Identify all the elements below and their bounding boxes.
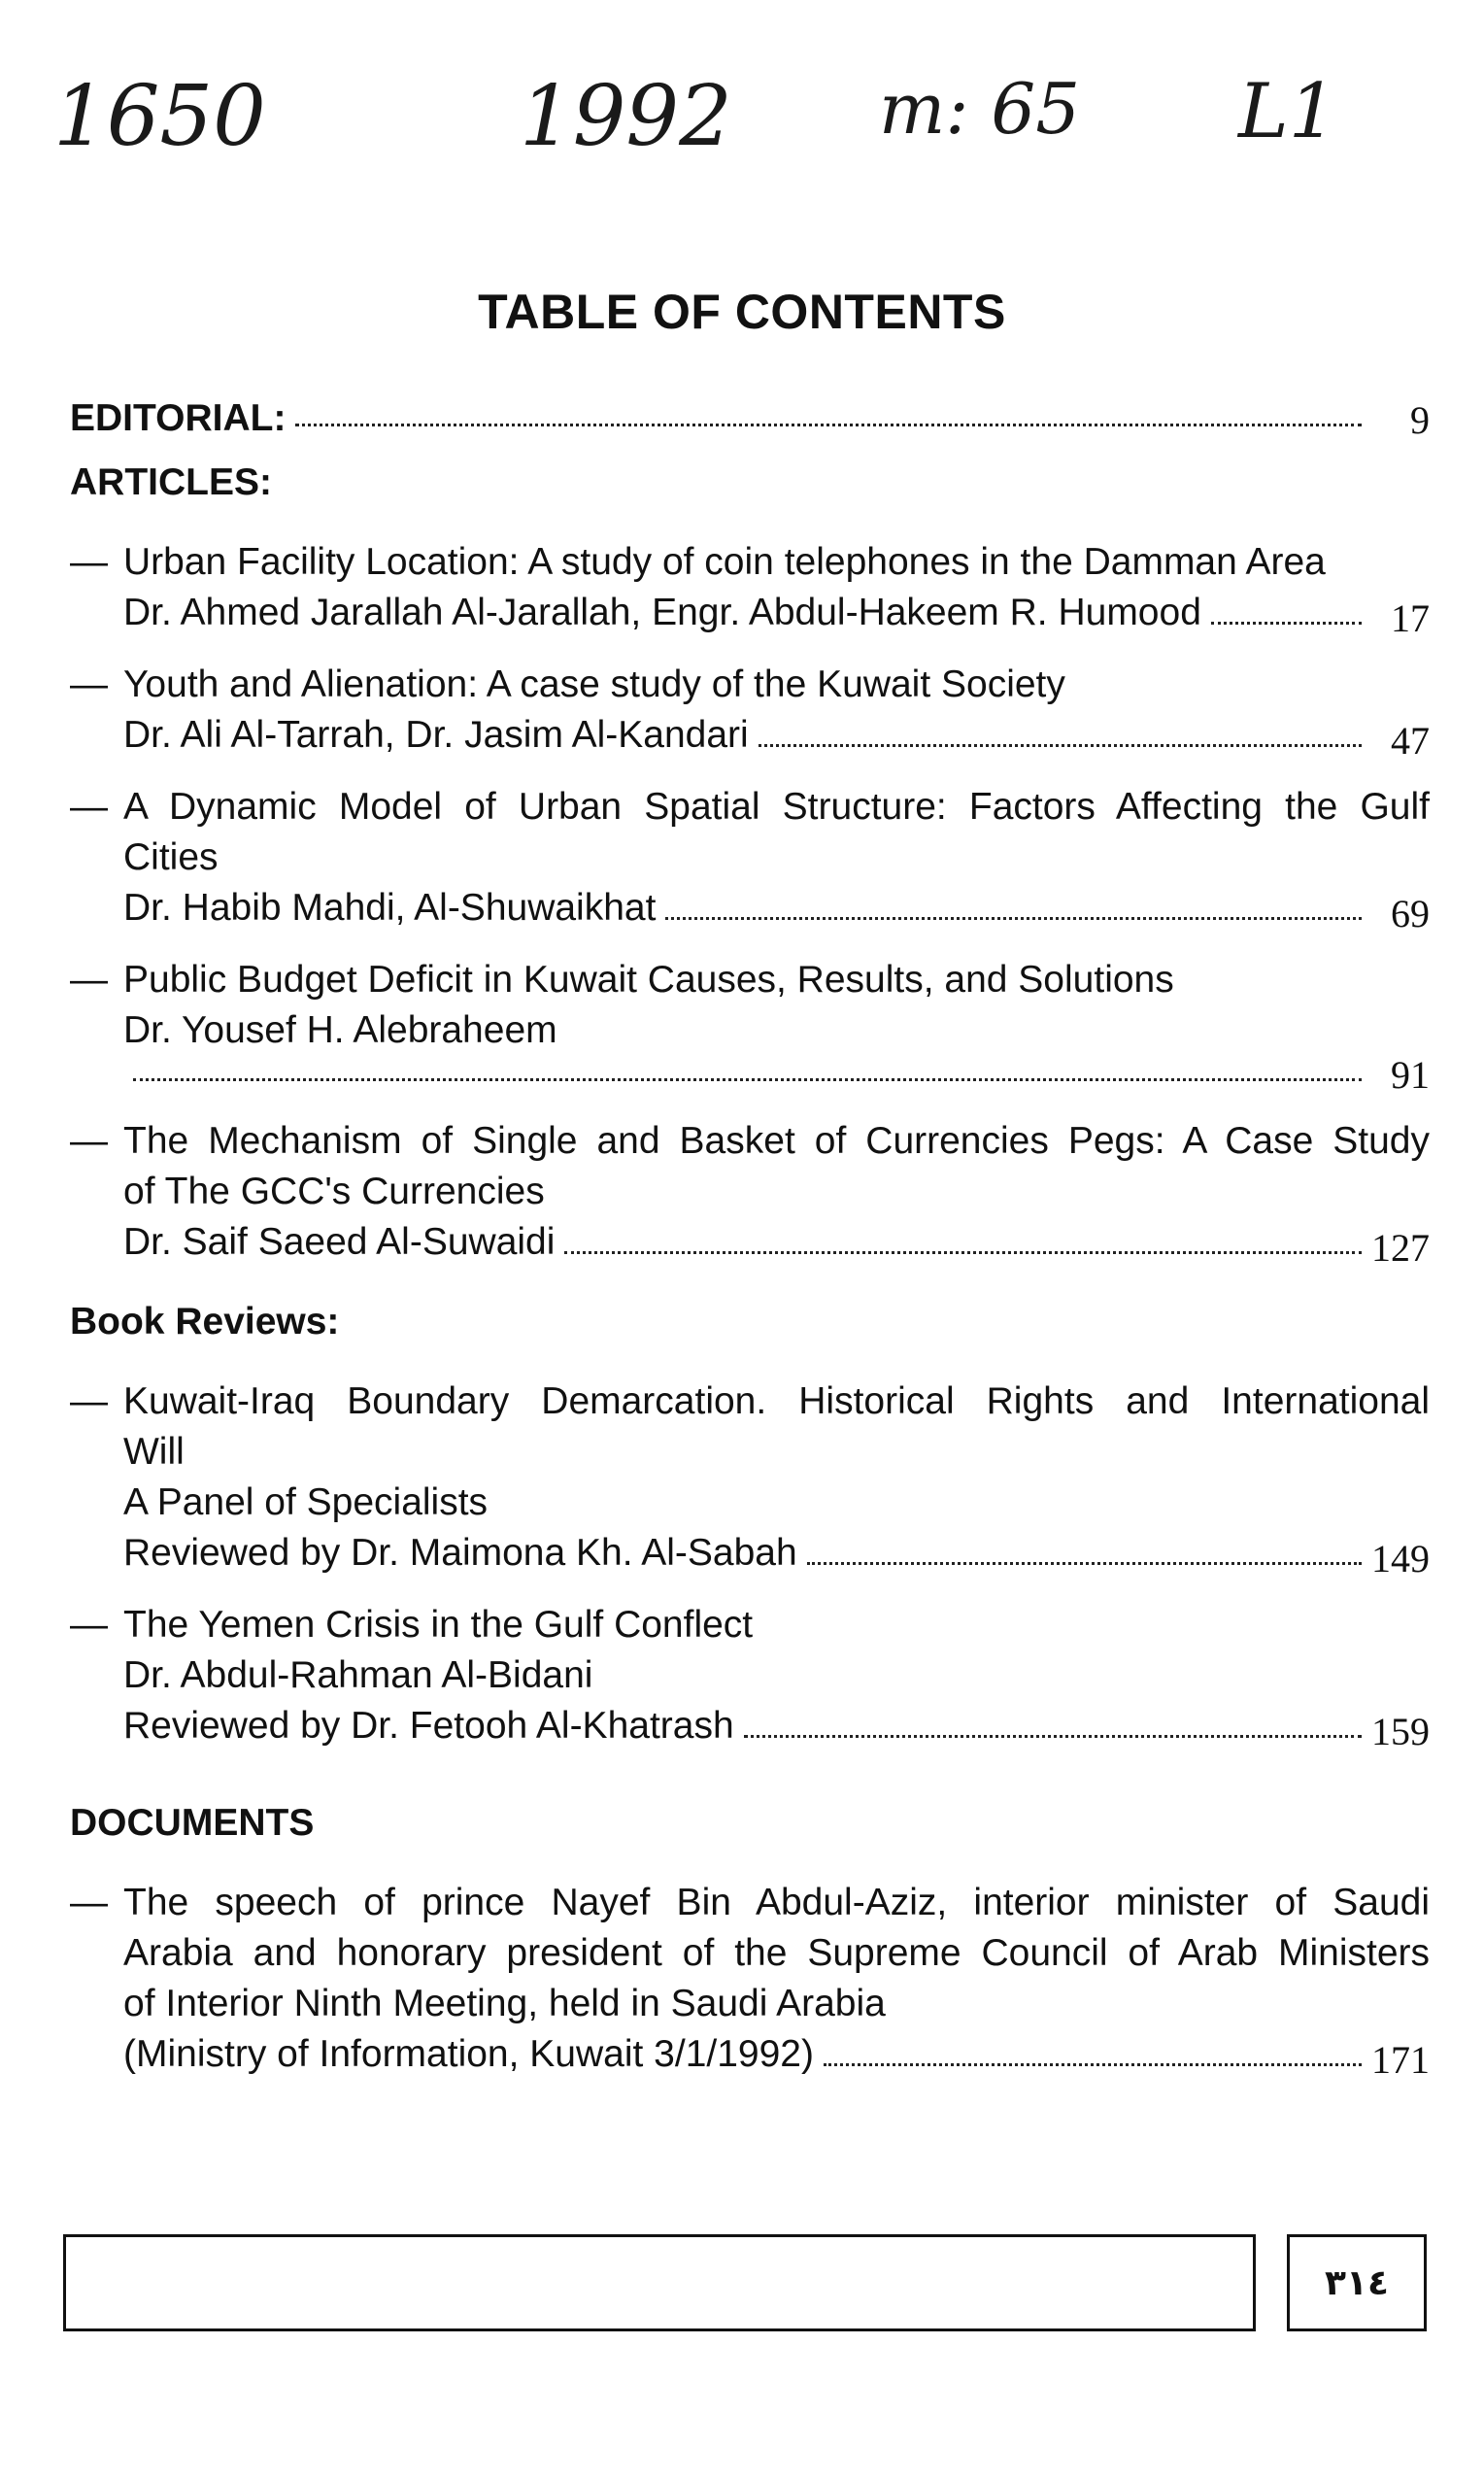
entry-title: The Yemen Crisis in the Gulf Conflect <box>123 1604 754 1646</box>
entry-title: Kuwait-Iraq Boundary Demarcation. Historical Rights and International <box>123 1380 1430 1422</box>
entry-authors: Dr. Abdul-Rahman Al-Bidani <box>123 1654 593 1696</box>
entry-authors: Dr. Ali Al-Tarrah, Dr. Jasim Al-Kandari <box>123 714 749 756</box>
dot-leader <box>759 744 1362 747</box>
entry-title: A Dynamic Model of Urban Spatial Structure: Factors Affecting the Gulf <box>123 786 1430 828</box>
entry-title: of Interior Ninth Meeting, held in Saudi Arabia <box>123 1983 886 2024</box>
dot-leader <box>295 424 1362 426</box>
entry-title: Public Budget Deficit in Kuwait Causes, Results, and Solutions <box>123 959 1174 1001</box>
entry-dash: — <box>70 786 108 828</box>
entry-authors: A Panel of Specialists <box>123 1481 489 1523</box>
entry-source: (Ministry of Information, Kuwait 3/1/1992) <box>123 2033 814 2075</box>
handwritten-note-3: m: 65 <box>879 68 1081 150</box>
handwritten-note-2: 1992 <box>520 68 732 165</box>
entry-title: Youth and Alienation: A case study of the Kuwait Society <box>123 663 1065 705</box>
entry-page: 91 <box>1391 1053 1430 1097</box>
dot-leader <box>665 917 1362 920</box>
toc-entry <box>70 537 1430 638</box>
entry-title: Arabia and honorary president of the Supreme Council of Arab Ministers <box>123 1932 1430 1974</box>
entry-page: 171 <box>1371 2038 1430 2082</box>
entry-authors: Dr. Yousef H. Alebraheem <box>123 1009 557 1051</box>
page-title: TABLE OF CONTENTS <box>478 285 1006 339</box>
dot-leader <box>744 1735 1362 1738</box>
toc-content <box>70 384 1430 2080</box>
toc-entry <box>70 1376 1430 1579</box>
dot-leader <box>1211 622 1362 625</box>
footer-frame <box>63 2234 1256 2331</box>
toc-entry <box>70 1116 1430 1268</box>
editorial-page: 9 <box>1410 398 1430 442</box>
entry-title: Cities <box>123 836 219 878</box>
entry-page: 69 <box>1391 892 1430 935</box>
entry-page: 47 <box>1391 719 1430 763</box>
entry-dash: — <box>70 541 108 583</box>
entry-reviewer: Reviewed by Dr. Fetooh Al-Khatrash <box>123 1705 734 1747</box>
entry-authors: Dr. Habib Mahdi, Al-Shuwaikhat <box>123 887 657 929</box>
editorial-heading: EDITORIAL: <box>70 397 287 439</box>
entry-title: of The GCC's Currencies <box>123 1171 545 1212</box>
entry-dash: — <box>70 1604 108 1646</box>
handwritten-note-1: 1650 <box>53 68 266 165</box>
entry-reviewer: Reviewed by Dr. Maimona Kh. Al-Sabah <box>123 1532 797 1574</box>
dot-leader <box>133 1078 1362 1081</box>
entry-dash: — <box>70 1380 108 1422</box>
toc-entry <box>70 955 1430 1095</box>
handwritten-notes <box>44 39 1440 185</box>
entry-page: 127 <box>1371 1226 1430 1270</box>
articles-heading: ARTICLES: <box>70 461 272 503</box>
entry-title: Will <box>123 1431 185 1473</box>
handwritten-note-4: L1 <box>1238 68 1337 155</box>
entry-title: Urban Facility Location: A study of coin telephones in the Damman Area <box>123 541 1326 583</box>
entry-dash: — <box>70 1120 108 1162</box>
entry-title: The Mechanism of Single and Basket of Currencies Pegs: A Case Study <box>123 1120 1430 1162</box>
editorial-row <box>70 384 1430 440</box>
dot-leader <box>807 1562 1362 1565</box>
toc-entry <box>70 1878 1430 2080</box>
entry-authors: Dr. Saif Saeed Al-Suwaidi <box>123 1221 556 1263</box>
dot-leader <box>564 1251 1362 1254</box>
dot-leader <box>824 2063 1362 2066</box>
entry-title: The speech of prince Nayef Bin Abdul-Aziz, interior minister of Saudi <box>123 1882 1430 1923</box>
footer-page-number: ٣١٤ <box>1287 2234 1427 2331</box>
toc-entry <box>70 660 1430 761</box>
entry-dash: — <box>70 663 108 705</box>
entry-dash: — <box>70 1882 108 1923</box>
entry-authors: Dr. Ahmed Jarallah Al-Jarallah, Engr. Abdul-Hakeem R. Humood <box>123 592 1201 633</box>
entry-dash: — <box>70 959 108 1001</box>
toc-entry <box>70 1600 1430 1751</box>
entry-page: 159 <box>1371 1710 1430 1753</box>
toc-entry <box>70 782 1430 934</box>
documents-heading: DOCUMENTS <box>70 1802 315 1844</box>
entry-page: 149 <box>1371 1537 1430 1580</box>
entry-page: 17 <box>1391 596 1430 640</box>
book-reviews-heading: Book Reviews: <box>70 1301 340 1342</box>
